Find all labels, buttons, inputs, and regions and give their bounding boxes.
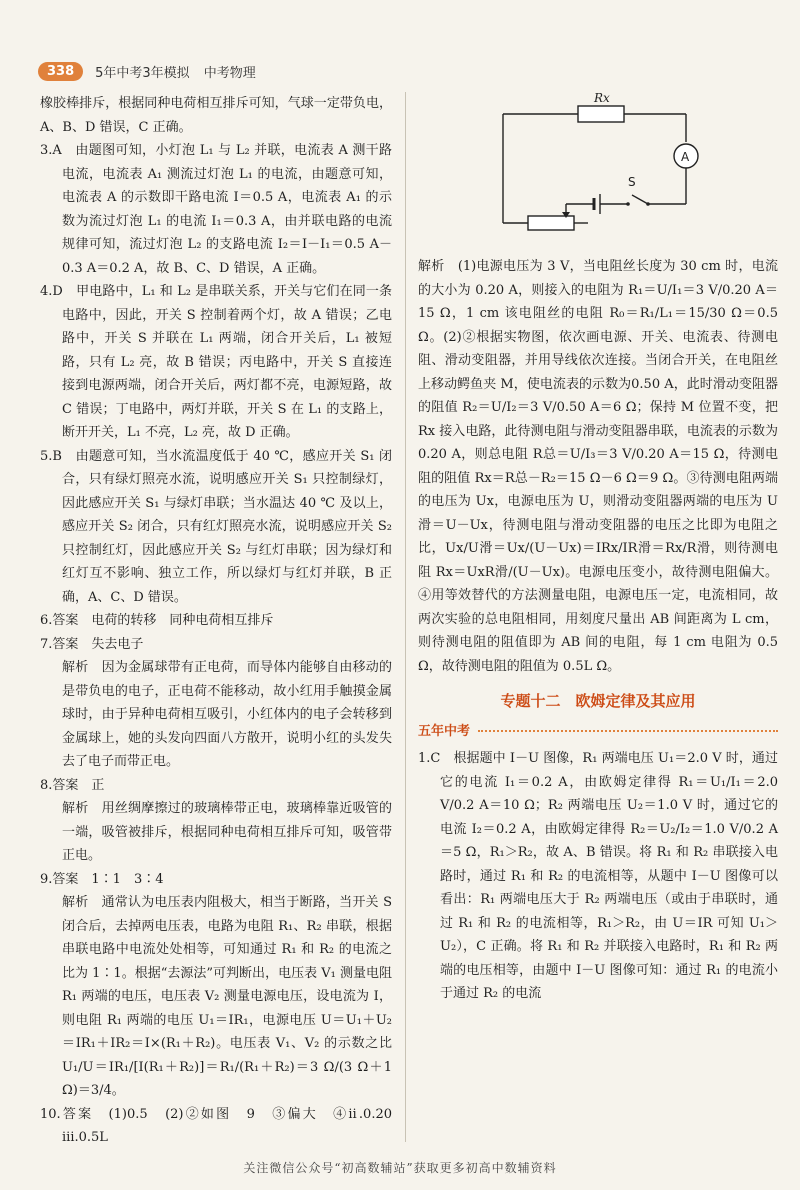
right-column [418,92,778,1006]
switch-label: S [628,175,636,189]
answer-6: 6.答案 电荷的转移 同种电荷相互排斥 [40,613,274,628]
answer-9: 9.答案 1∶1 3∶4 [40,871,164,887]
answer-4: 4.D 甲电路中，L₁ 和 L₂ 是串联关系，开关与它们在同一条电路中，因此，开关 S 控制着两个灯，故 A 错误；乙电路中，开关 S 并联在 L₁ 两端，闭合开关后，L₁ 被短路，只有 L₂ 亮，故 B 错误；丙电路中，开关 S 直接连接到电源两端，闭合开关后，两灯都不亮，电源短路，故 C 错误；丁电路中，两灯并联，开关 S 在 L₁ 的支路上，断开开关，L₁ 不亮，L₂ 亮，故 D 正确。 [40,284,392,440]
section-rule [478,730,778,732]
answer-5: 5.B 由题意可知，当水流温度低于 40 ℃，感应开关 S₁ 闭合，只有绿灯照亮水流，说明感应开关 S₁ 只控制绿灯，因此感应开关 S₁ 与绿灯串联；当水温达 40 ℃ 及以上，感应开关 S₂ 闭合，只有红灯照亮水流，说明感应开关 S₂ 只控制红灯，因此感应开关 S₂ 与红灯串联；因为绿灯和红灯互不影响、独立工作，所以绿灯与红灯并联，B 正确，A、C、D 错误。 [40,448,392,605]
book-title: 5年中考3年模拟 [95,65,190,81]
topic-title: 专题十二 欧姆定律及其应用 [500,692,696,710]
answer-3: 3.A 由题图可知，小灯泡 L₁ 与 L₂ 并联，电流表 A 测干路电流，电流表 A₁ 测流过灯泡 L₁ 的电流，由题意可知，电流表 A 的示数即干路电流 I＝0.5 A，电流表 A₁ 的示数为流过灯泡 L₁ 的电流 I₁＝0.3 A，由并联电路的电流规律可知，流过灯泡 L₂ 的支路电流 I₂＝I－I₁＝0.5 A－0.3 A＝0.2 A，故 B、C、D 错误，A 正确。 [40,143,392,276]
column-divider [405,92,406,1142]
answer-1: 1.C 根据题中 I－U 图像，R₁ 两端电压 U₁＝2.0 V 时，通过它的电流 I₁＝0.2 A，由欧姆定律得 R₁＝U₁/I₁＝2.0 V/0.2 A＝10 Ω；R₂ 两端电压 U₂＝1.0 V 时，通过它的电流 I₂＝0.2 A，由欧姆定律得 R₂＝U₂/I₂＝1.0 V/0.2 A＝5 Ω，R₁＞R₂，故 A、B 错误。将 R₁ 和 R₂ 串联接入电路时，通过 R₁ 和 R₂ 的电流相等，从题中 I－U 图像可以看出：R₁ 两端电压大于 R₂ 两端电压（或由于串联时，通过 R₁ 和 R₂ 的电流相等，R₁＞R₂，由 U＝IR 可知 U₁＞U₂），C 正确。将 R₁ 和 R₂ 并联接入电路时，R₁ 和 R₂ 两端的电压相等，由题中 I－U 图像可知：通过 R₁ 的电流小于通过 R₂ 的电流 [418,751,778,1001]
analysis-10: 解析 (1)电源电压为 3 V，当电阻丝长度为 30 cm 时，电流的大小为 0.20 A，则接入的电阻为 R₁＝U/I₁＝3 V/0.20 A＝15 Ω，1 cm 该电阻丝的电阻 R₀＝R₁/L₁＝15/30 Ω＝0.5 Ω。(2)②根据实物图，依次画电源、开关、电流表、待测电阻、滑动变阻器，并用导线依次连接。当闭合开关，在电阻丝上移动鳄鱼夹 M，使电流表的示数为0.50 A，此时滑动变阻器的阻值 R₂＝U/I₂＝3 V/0.50 A＝6 Ω；保持 M 位置不变，把 Rx 接入电路，此待测电阻与滑动变阻器串联，电流表的示数为 0.20 A，则总电阻 R总＝U/I₃＝3 V/0.20 A＝15 Ω，待测电阻的阻值 Rx＝R总－R₂＝15 Ω－6 Ω＝9 Ω。③待测电阻两端的电压为 Ux，电源电压为 U，则滑动变阻器两端的电压为 U滑＝U－Ux，待测电阻与滑动变阻器的电压之比即为电阻之比，Ux/U滑＝Ux/(U－Ux)＝IRx/IR滑＝Rx/R滑，则待测电阻 Rx＝UxR滑/(U－Ux)。电源电压变小，故待测电阻偏大。④用等效替代的方法测量电阻，电源电压一定，电流相同，故两次实验的总电阻相同，用刻度尺量出 AB 间距离为 L cm，则待测电阻的阻值即为 AB 间的电阻，每 1 cm 电阻为 0.5 Ω，故待测电阻的阻值为 0.5L Ω。 [418,259,778,674]
section-label: 五年中考 [418,723,471,739]
left-column [40,92,406,1150]
resistor-label: Rx [594,92,610,105]
answer-10: 10.答案 (1)0.5 (2)②如图 9 ③偏大 ④ⅱ.0.20 ⅲ.0.5L [40,1106,406,1145]
answer-7: 7.答案 失去电子 [40,636,144,652]
page-number: 338 [38,62,83,81]
section-header [418,720,778,744]
analysis-7: 解析 因为金属球带有正电荷，而导体内能够自由移动的是带负电的电子，正电荷不能移动，故小红用手触摸金属球时，由于异种电荷相互吸引，小红体内的电子会转移到金属球上，她的头发向四面八方散开，说明小红的头发失去了电子而带正电。 [62,660,392,769]
ammeter-label: A [681,150,690,164]
answer-8: 8.答案 正 [40,777,105,793]
subject-label: 中考物理 [203,65,256,81]
page-header [38,58,256,84]
answer-continuation: 橡胶棒排斥，根据同种电荷相互排斥可知，气球一定带负电，A、B、D 错误，C 正确。 [40,96,392,135]
analysis-9: 解析 通常认为电压表内阻极大，相当于断路，当开关 S 闭合后，去掉两电压表，电路为电阻 R₁、R₂ 串联，根据串联电路中电流处处相等，可知通过 R₁ 和 R₂ 的电流之比为 1∶1。根据“去源法”可判断出，电压表 V₁ 测量电阻 R₁ 两端的电压，电压表 V₂ 测量电源电压，设电流为 I，则电阻 R₁ 两端的电压 U₁＝IR₁，电源电压 U＝U₁＋U₂＝IR₁＋IR₂＝I×(R₁＋R₂)。电压表 V₁、V₂ 的示数之比 U₁/U＝IR₁/[I(R₁＋R₂)]＝R₁/(R₁＋R₂)＝3 Ω/(3 Ω＋1 Ω)＝3/4。 [62,895,392,1098]
circuit-diagram [418,92,768,247]
analysis-8: 解析 用丝绸摩擦过的玻璃棒带正电，玻璃棒靠近吸管的一端，吸管被排斥，根据同种电荷相互排斥可知，吸管带正电。 [62,801,392,863]
footer-notice: 关注微信公众号“初高数辅站”获取更多初高中数辅资料 [243,1161,557,1175]
